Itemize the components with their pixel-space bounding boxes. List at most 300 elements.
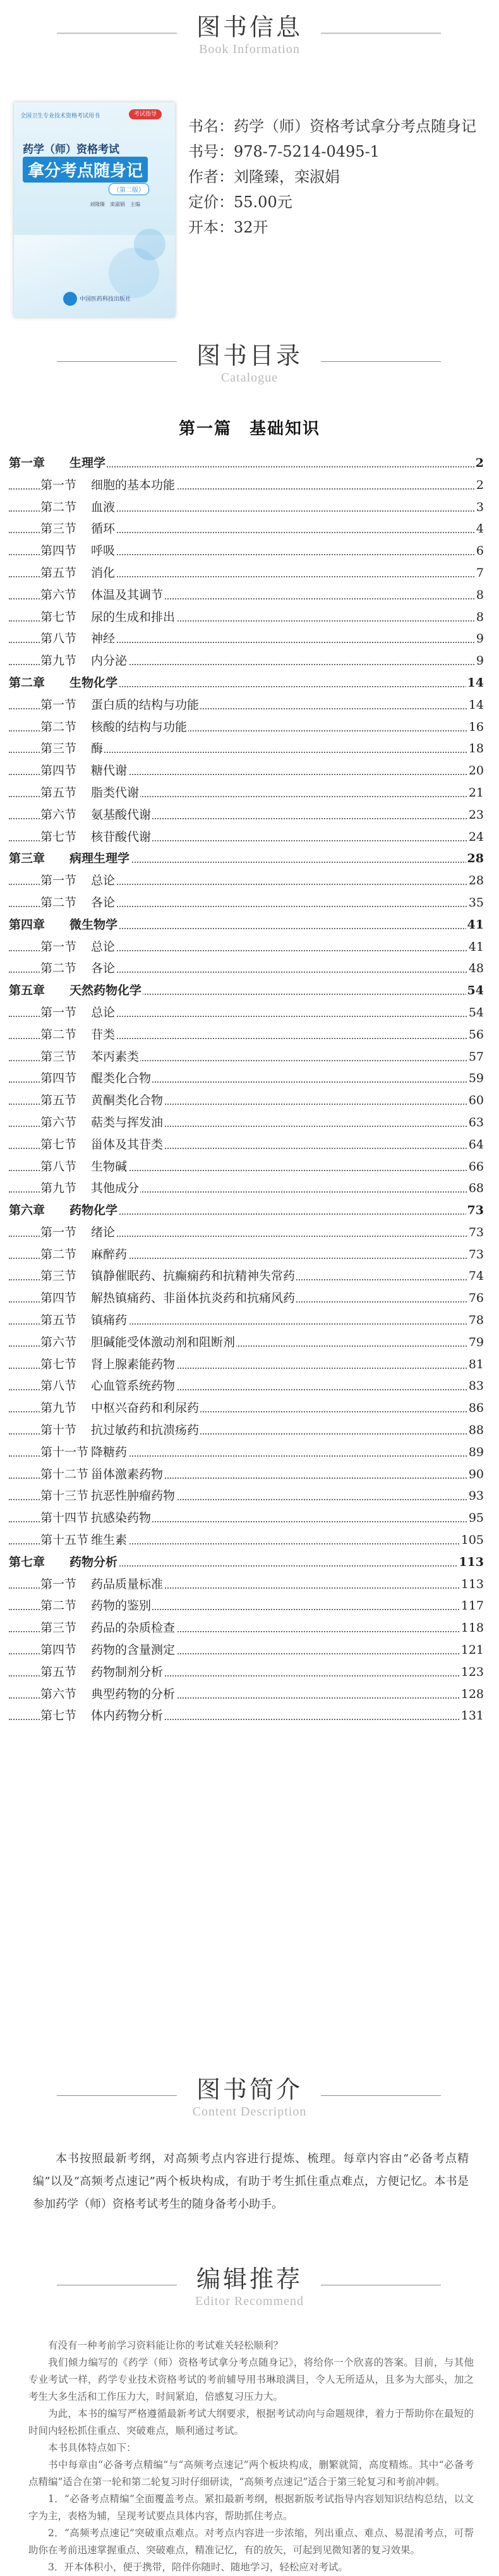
toc-entry-title [40,1401,200,1415]
toc-entry-title [40,1357,176,1371]
toc-entry-title [9,984,143,997]
toc-section [9,892,484,914]
toc-page-number: 83 [467,1375,484,1397]
toc-page-number: 9 [475,628,484,650]
toc-entry-number: 第六节 [40,1115,77,1129]
toc-section [9,1265,484,1287]
recommend-paragraph: 书中每章由“必备考点精编”与“高频考点速记”两个板块构成，删繁就简，高度精炼。其中“必备考点精编”适合在第一轮和第二轮复习时仔细研读，“高频考点速记”适合于第三轮复习和考前冲刺。 [28,2459,474,2488]
recommend-paragraph: 为此，本书的编写严格遵循最新考试大纲要求，根据考试动向与命题规律，着力于帮助你在最短的时间内轻松抓住重点、突破难点，顺利通过考试。 [28,2408,474,2436]
toc-entry-text: 肾上腺素能药物 [91,1357,176,1371]
toc-page-number: 54 [466,980,484,1002]
toc-section [9,1002,484,1024]
cover-authors: 刘隆臻 栾淑娟 主编 [90,202,140,207]
toc-entry-number: 第七节 [40,1709,77,1723]
toc-entry-number: 第二节 [40,961,77,976]
toc-entry-title [40,1423,200,1437]
toc-entry-title [40,500,116,514]
section-title: 图书简介 [196,2076,303,2104]
toc-entry-number: 第七节 [40,829,77,844]
toc-section [9,1683,484,1706]
toc-entry-title [9,1203,119,1217]
toc-section [9,518,484,540]
toc-page-number: 76 [467,1287,484,1309]
toc-chapter [9,672,484,694]
toc-page-number: 8 [475,584,484,606]
section-title: 图书目录 [196,342,303,370]
toc-page-number: 81 [467,1354,484,1376]
toc-page-number: 6 [475,540,484,562]
toc-entry-title [40,1621,176,1635]
toc-section [9,562,484,584]
toc-entry-number: 第二节 [40,1027,77,1042]
toc-section [9,936,484,958]
toc-page-number: 28 [467,870,484,892]
toc-entry-number: 第三章 [9,852,45,866]
toc-entry-text: 各论 [91,895,116,910]
toc-section [9,1574,484,1596]
toc-entry-title [9,676,119,690]
recommend-paragraph: 我们倾力编写的《药学（师）资格考试拿分考点随身记》，将给你一个欣喜的答案。目前，与其他专业考试一样，药学专业技术资格考试的考前辅导用书琳琅满目，令人无所适从，且多为大部头，加之考生大多生活和工作压力大，时间紧迫，倍感复习压力大。 [28,2357,474,2402]
toc-entry-number: 第七节 [40,1357,77,1371]
toc-page-number: 128 [460,1683,484,1706]
toc-entry-text: 糖代谢 [91,764,128,778]
toc-entry-title [40,720,188,734]
toc-entry-text: 微生物学 [69,917,118,932]
toc-entry-number: 第三节 [40,1621,77,1635]
toc-entry-title [40,786,140,800]
recommend-paragraph: 1．“必备考点精编”全面覆盖考点。紧扣最新考纲，根据新版考试指导内容划知识结构总结，以文字为主，表格为辅，呈现考试要点具体内容，帮助抓住考点。 [28,2493,474,2522]
cover-deco-circle [134,229,165,260]
info-value: 978-7-5214-0495-1 [234,143,380,160]
toc-section [9,1024,484,1046]
toc-entry-text: 药物分析 [69,1555,118,1569]
toc-entry-number: 第五节 [40,565,77,580]
toc-section [9,540,484,562]
toc-entry-title [40,961,116,975]
toc-entry-text: 麻醉药 [91,1247,128,1261]
toc-entry-number: 第四节 [40,1643,77,1658]
info-row-isbn [188,139,485,164]
cover-series-tag: 考试指导 [129,109,162,119]
toc-entry-text: 生物化学 [69,675,118,690]
toc-section [9,628,484,650]
toc-page-number: 56 [467,1024,484,1046]
info-value: 55.00元 [234,193,292,211]
header-rule-left [57,2095,177,2096]
toc-page-number: 8 [475,606,484,629]
toc-page-number: 113 [460,1574,484,1596]
toc-entry-title [40,1050,140,1064]
toc-entry-text: 脂类代谢 [91,785,140,800]
publisher-logo-icon [63,292,77,306]
toc-entry-title [40,1006,116,1020]
toc-page-number: 66 [467,1156,484,1178]
toc-entry-title [40,764,128,778]
toc-chapter [9,848,484,870]
toc-entry-number: 第九节 [40,1181,77,1196]
recommend-paragraph: 有没有一种考前学习资料能让你的考试难关轻松顺利？ [48,2340,284,2351]
toc-section [9,1354,484,1376]
toc-entry-number: 第十三节 [40,1489,89,1503]
toc-entry-text: 体温及其调节 [91,587,164,602]
toc-entry-title [40,698,200,712]
toc-chapter [9,980,484,1002]
toc-entry-title [40,1445,128,1459]
toc-entry-text: 萜类与挥发油 [91,1115,164,1129]
toc-section [9,958,484,980]
toc-entry-text: 胆碱能受体激动剂和阻断剂 [91,1335,236,1349]
toc-page-number: 59 [467,1068,484,1090]
cover-title-line1: 药学（师）资格考试 [23,143,119,156]
toc-entry-title [40,1335,236,1349]
toc-entry-text: 解热镇痛药、非甾体抗炎药和抗痛风药 [91,1291,296,1306]
info-label: 书名： [188,117,234,135]
recommend-paragraph: 2．“高频考点速记”突破重点难点。对考点内容进一步浓缩，列出重点、难点、易混淆考点，可帮助你在考前迅速掌握重点、突破难点，精准记忆，有的放矢，可起到见微知著的复习效果。 [28,2527,474,2556]
toc-entry-number: 第五节 [40,1093,77,1108]
header-rule-right [321,2095,441,2096]
toc-section [9,1485,484,1507]
toc-page-number: 41 [466,914,484,936]
toc-section [9,804,484,826]
toc-entry-number: 第一节 [40,1577,77,1591]
info-row-author [188,164,485,190]
toc-page-number: 2 [474,452,484,474]
toc-entry-text: 降糖药 [91,1445,128,1459]
toc-section [9,1046,484,1068]
toc-page-number: 48 [467,958,484,980]
toc-entry-number: 第九节 [40,1401,77,1416]
toc-entry-text: 氨基酸代谢 [91,807,152,822]
toc-section [9,1661,484,1683]
info-row-price [188,190,485,215]
toc-entry-title [40,566,116,580]
toc-entry-text: 总论 [91,1005,116,1020]
toc-entry-title [40,830,152,844]
toc-chapter [9,1551,484,1574]
recommend-text [28,2337,474,2576]
toc-entry-title [40,1313,128,1327]
toc-section [9,1177,484,1200]
toc-entry-number: 第二节 [40,719,77,734]
toc-page-number: 24 [467,826,484,848]
toc-section [9,1112,484,1134]
toc-entry-text: 药品的杂质检查 [91,1621,176,1635]
toc-entry-text: 典型药物的分析 [91,1687,176,1701]
part-title: 第一篇 基础知识 [178,419,320,438]
toc-entry-text: 药物的含量测定 [91,1643,176,1658]
toc-section [9,1222,484,1244]
toc-entry-number: 第四节 [40,544,77,558]
toc-entry-number: 第五节 [40,1313,77,1328]
toc-entry-number: 第一章 [9,456,45,470]
toc-entry-text: 总论 [91,874,116,888]
toc-section [9,1068,484,1090]
description-header [0,2075,499,2119]
toc-section [9,782,484,804]
toc-page-number: 4 [475,518,484,540]
toc-page-number: 93 [467,1485,484,1507]
toc-section [9,1332,484,1354]
toc-section [9,1507,484,1529]
info-label: 作者： [188,168,234,186]
toc-page-number: 73 [467,1222,484,1244]
toc-entry-text: 核酸的结构与功能 [91,719,188,734]
toc-entry-title [9,852,131,865]
toc-entry-text: 甾体激素药物 [91,1467,164,1481]
toc-entry-text: 甾体及其苷类 [91,1137,164,1152]
toc-section [9,826,484,848]
toc-entry-title [9,1555,119,1569]
toc-page-number: 118 [460,1617,484,1639]
toc-entry-text: 循环 [91,522,116,536]
toc-entry-title [40,478,176,492]
toc-entry-number: 第三节 [40,522,77,536]
toc-section [9,716,484,738]
toc-entry-title [40,1687,176,1701]
toc-section [9,694,484,716]
toc-section [9,760,484,782]
toc-page-number: 89 [467,1441,484,1464]
info-value: 32开 [234,219,268,236]
toc-section [9,1134,484,1156]
toc-section [9,474,484,497]
toc-entry-title [40,940,116,954]
toc-section [9,1419,484,1441]
toc-entry-title [40,896,116,910]
toc-page-number: 14 [467,694,484,716]
toc-entry-title [40,1599,152,1613]
toc-chapter [9,914,484,936]
toc-entry-title [40,1709,164,1723]
book-info-header [0,13,499,57]
toc-section [9,1375,484,1397]
toc-entry-text: 抗感染药物 [91,1511,152,1526]
toc-entry-text: 病理生理学 [69,852,130,866]
toc-entry-text: 核苷酸代谢 [91,829,152,844]
toc-entry-number: 第二节 [40,1599,77,1613]
toc-section [9,1441,484,1464]
toc-entry-text: 消化 [91,565,116,580]
toc-section [9,1617,484,1639]
toc-entry-title [40,522,116,536]
recommend-paragraph: 3．开本体积小，便于携带，陪伴你随时、随地学习，轻松应对考试。 [48,2561,348,2573]
recommend-header [0,2265,499,2309]
header-rule-left [57,361,177,362]
toc-entry-text: 中枢兴奋药和利尿药 [91,1401,200,1416]
toc-entry-text: 其他成分 [91,1181,140,1196]
toc-entry-number: 第二节 [40,895,77,910]
toc-page-number: 90 [467,1464,484,1486]
toc-entry-number: 第一节 [40,1005,77,1020]
toc-entry-title [40,1379,176,1393]
toc-entry-title [40,1533,128,1547]
toc-entry-number: 第一节 [40,478,77,492]
toc-entry-number: 第五节 [40,1664,77,1679]
toc-page-number: 113 [457,1551,484,1574]
toc-entry-text: 药物的鉴别 [91,1599,152,1613]
toc-entry-text: 醌类化合物 [91,1071,152,1086]
info-label: 定价： [188,193,234,211]
toc-entry-text: 细胞的基本功能 [91,478,176,492]
toc-section [9,1705,484,1727]
toc-page-number: 28 [466,848,484,870]
toc-entry-text: 内分泌 [91,654,128,668]
toc-page-number: 131 [460,1705,484,1727]
toc-entry-text: 神经 [91,632,116,646]
toc-entry-number: 第六节 [40,1687,77,1701]
toc-entry-text: 总论 [91,939,116,954]
toc-section [9,1529,484,1551]
toc-entry-title [40,1511,152,1525]
toc-page-number: 68 [467,1177,484,1200]
toc-page-number: 78 [467,1309,484,1332]
toc-section [9,1397,484,1419]
toc-entry-number: 第四节 [40,1071,77,1086]
toc-entry-text: 药物制剂分析 [91,1664,164,1679]
toc-entry-text: 蛋白质的结构与功能 [91,697,200,712]
toc-entry-title [40,1225,116,1239]
cover-edition: （第二版） [109,183,149,195]
toc-entry-text: 药物化学 [69,1203,118,1218]
toc-page-number: 74 [467,1265,484,1287]
toc-entry-title [40,1467,164,1481]
toc-page-number: 18 [467,738,484,760]
section-title: 编辑推荐 [196,2265,303,2293]
toc-entry-number: 第六节 [40,587,77,602]
toc-entry-number: 第八节 [40,1159,77,1174]
toc-entry-title [40,1160,128,1174]
toc-section [9,584,484,606]
toc-entry-text: 心血管系统药物 [91,1379,176,1393]
toc-section [9,1595,484,1617]
toc-entry-text: 血液 [91,500,116,514]
toc-entry-title [40,1116,164,1129]
toc-section [9,497,484,519]
toc-section [9,1464,484,1486]
toc-entry-title [40,544,116,558]
toc-page-number: 73 [466,1200,484,1222]
toc-entry-text: 苯丙素类 [91,1049,140,1064]
toc-page-number: 9 [475,650,484,672]
cover-series: 全国卫生专业技术资格考试用书 [20,113,100,119]
toc-entry-number: 第六节 [40,1335,77,1349]
toc-entry-number: 第九节 [40,654,77,668]
toc-entry-number: 第十一节 [40,1445,89,1459]
table-of-contents [9,452,484,1727]
toc-entry-title [40,1181,140,1195]
toc-entry-text: 绪论 [91,1225,116,1239]
toc-entry-number: 第二节 [40,500,77,514]
toc-entry-text: 药品质量标准 [91,1577,164,1591]
section-subtitle: Editor Recommend [195,2294,304,2308]
toc-entry-number: 第四节 [40,764,77,778]
toc-entry-title [40,1489,176,1503]
toc-entry-text: 苷类 [91,1027,116,1042]
info-row-title [188,114,485,139]
toc-page-number: 7 [475,562,484,584]
toc-entry-text: 各论 [91,961,116,976]
toc-entry-number: 第一节 [40,939,77,954]
toc-entry-title [9,456,107,470]
toc-entry-number: 第十节 [40,1423,77,1438]
toc-page-number: 16 [467,716,484,738]
toc-entry-title [40,1093,164,1107]
toc-page-number: 121 [460,1639,484,1661]
toc-entry-text: 体内药物分析 [91,1709,164,1723]
toc-entry-title [40,588,164,602]
cover-title-line2: 拿分考点随身记 [23,157,148,183]
toc-page-number: 14 [466,672,484,694]
toc-page-number: 35 [467,892,484,914]
toc-entry-number: 第六章 [9,1203,45,1218]
description-text: 本书按照最新考纲，对高频考点内容进行提炼、梳理。每章内容由“必备考点精编”以及“高频考点速记”两个板块构成，有助于考生抓住重点难点，方便记忆。本书是参加药学（师）资格考试考生的随身备考小助手。 [33,2152,469,2211]
toc-entry-number: 第七章 [9,1555,45,1569]
toc-page-number: 2 [475,474,484,497]
toc-entry-text: 镇静催眠药、抗癫痫药和抗精神失常药 [91,1269,296,1284]
toc-page-number: 54 [467,1002,484,1024]
toc-entry-title [40,1028,116,1042]
toc-page-number: 95 [467,1507,484,1529]
recommend-paragraph: 本书具体特点如下： [48,2442,136,2453]
toc-entry-number: 第八节 [40,632,77,646]
toc-entry-number: 第八节 [40,1379,77,1393]
toc-page-number: 79 [467,1332,484,1354]
toc-section [9,870,484,892]
toc-page-number: 57 [467,1046,484,1068]
toc-entry-title [40,1138,164,1152]
toc-entry-title [40,742,104,755]
header-rule-right [321,361,441,362]
toc-entry-text: 呼吸 [91,544,116,558]
toc-entry-title [40,654,128,668]
catalogue-header [0,341,499,385]
toc-entry-number: 第十二节 [40,1467,89,1481]
toc-section [9,1156,484,1178]
toc-entry-text: 酶 [91,742,104,756]
toc-section [9,606,484,629]
toc-entry-title [40,1291,296,1305]
toc-page-number: 88 [467,1419,484,1441]
toc-entry-text: 维生素 [91,1533,128,1548]
toc-entry-number: 第十四节 [40,1511,89,1526]
toc-section [9,1639,484,1661]
cover-publisher: 中国医药科技出版社 [80,296,131,303]
section-title: 图书信息 [196,13,303,41]
toc-entry-title [9,918,119,932]
toc-page-number: 63 [467,1112,484,1134]
toc-entry-title [40,1643,176,1657]
toc-section [9,1287,484,1309]
toc-entry-number: 第十五节 [40,1533,89,1548]
toc-entry-number: 第四章 [9,917,45,932]
section-subtitle: Content Description [192,2105,307,2119]
toc-page-number: 20 [467,760,484,782]
toc-entry-number: 第三节 [40,1049,77,1064]
toc-entry-number: 第五章 [9,984,45,998]
toc-entry-number: 第三节 [40,1269,77,1284]
section-subtitle: Book Information [199,42,300,56]
toc-entry-title [40,1248,128,1261]
info-label: 书号： [188,143,234,160]
toc-entry-number: 第三节 [40,742,77,756]
toc-section [9,650,484,672]
toc-page-number: 3 [475,497,484,519]
toc-entry-number: 第二节 [40,1247,77,1261]
toc-page-number: 73 [467,1244,484,1266]
toc-page-number: 41 [467,936,484,958]
toc-entry-text: 尿的生成和排出 [91,610,176,624]
toc-entry-text: 黄酮类化合物 [91,1093,164,1108]
